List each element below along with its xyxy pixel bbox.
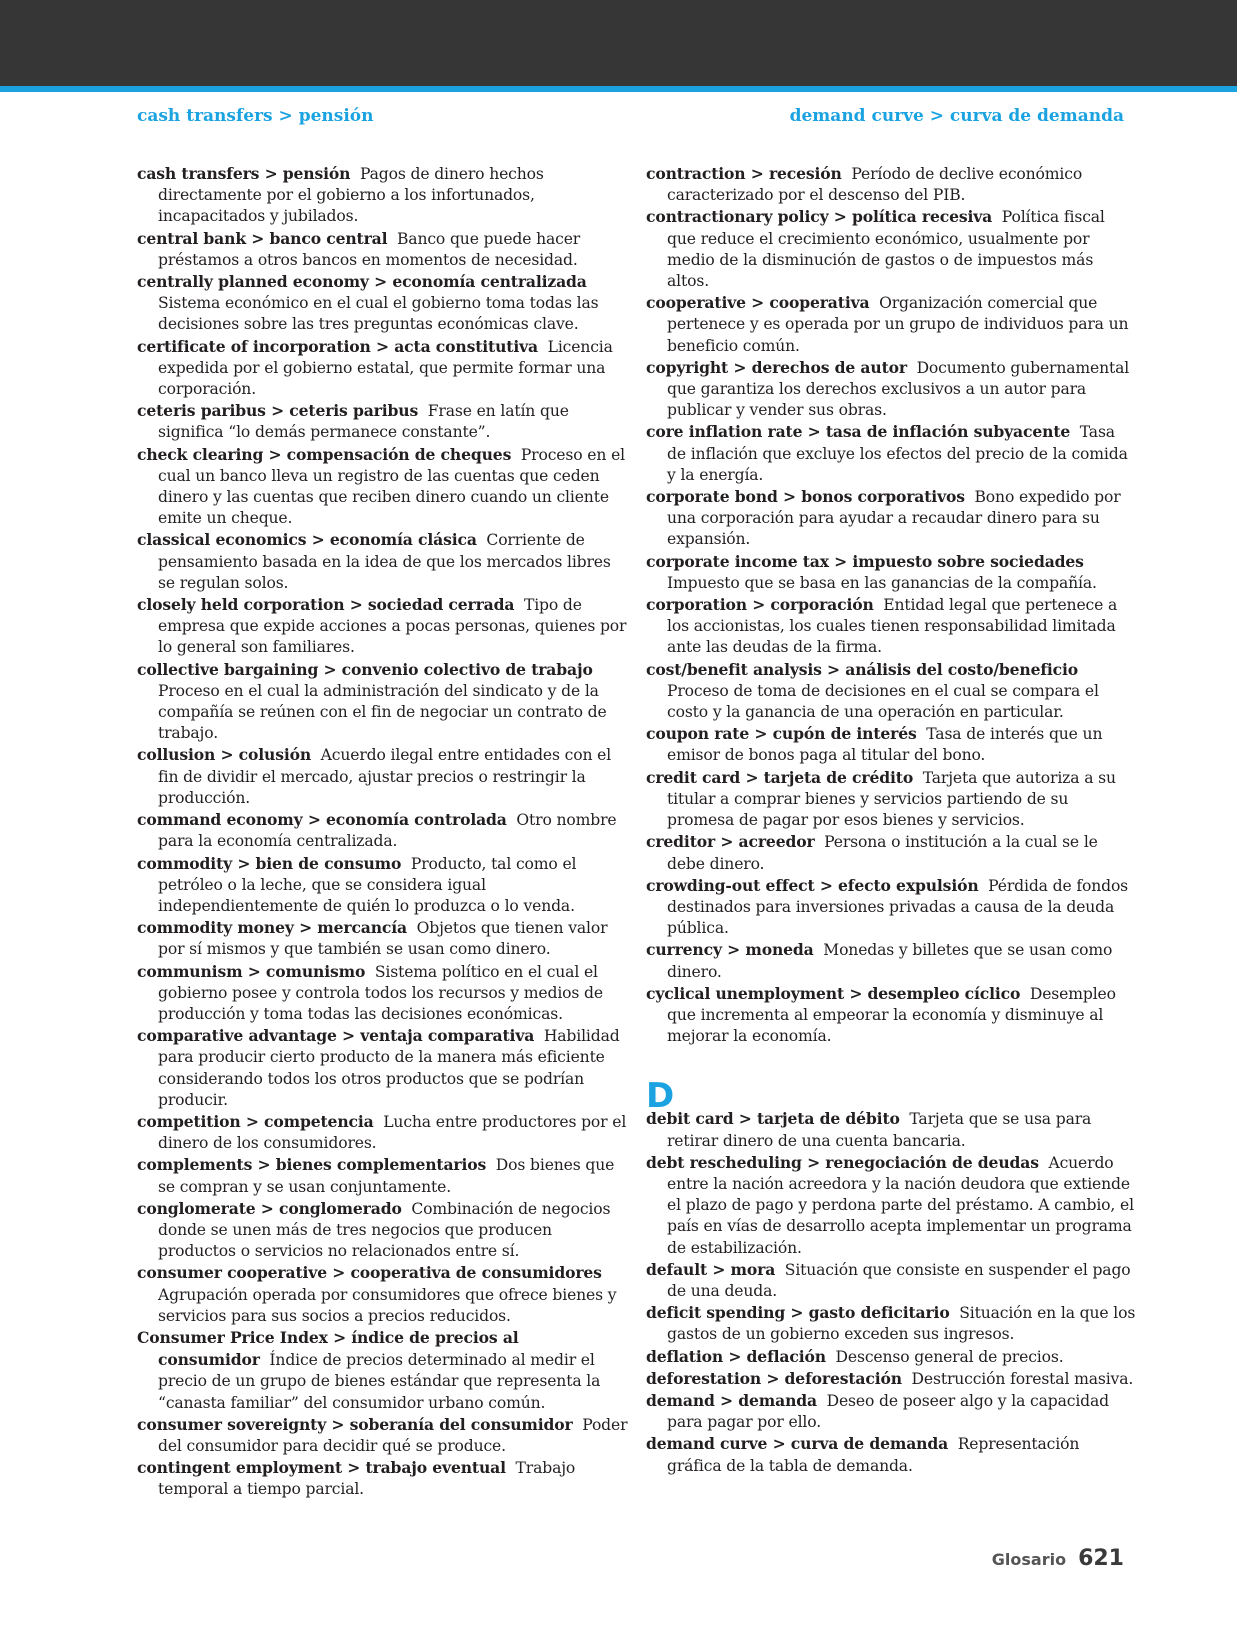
entry-term: contraction > recesión [646, 164, 842, 183]
entry-term: Consumer Price Index > índice de precios al consumidor [137, 1327, 519, 1370]
entry-term: commodity money > mercancía [137, 918, 408, 938]
entry-term: central bank > banco central [137, 228, 388, 248]
glossary-entry [137, 163, 629, 228]
entry-definition: Pérdida de fondos destinados para inversiones privadas a causa de la deuda pública. [667, 876, 1129, 938]
entry-term: debt rescheduling > renegociación de deudas [646, 1152, 1039, 1172]
entry-term: cash transfers > pensión [137, 164, 351, 183]
glossary-entry [137, 744, 629, 809]
glossary-entry [137, 917, 629, 960]
entry-definition: Corriente de pensamiento basada en la idea de que los mercados libres se regulan solos. [158, 531, 611, 592]
glossary-entry [137, 1025, 629, 1111]
entry-definition: Destrucción forestal masiva. [911, 1369, 1134, 1388]
entry-term: closely held corporation > sociedad cerrada [137, 595, 515, 615]
entry-definition: Otro nombre para la economía centralizada. [158, 811, 617, 851]
entry-term: deflation > deflación [646, 1346, 826, 1366]
entry-definition: Representación gráfica de la tabla de demanda. [667, 1435, 1080, 1475]
entry-term: corporation > corporación [646, 595, 874, 615]
entry-definition: Situación que consiste en suspender el pago de una deuda. [667, 1260, 1131, 1300]
glossary-entry [137, 1111, 629, 1154]
glossary-entry [646, 983, 1138, 1048]
entry-term: collusion > colusión [137, 745, 312, 765]
entry-definition: Banco que puede hacer préstamos a otros bancos en momentos de necesidad. [158, 229, 581, 269]
glossary-entry [137, 444, 629, 530]
entry-term: consumer cooperative > cooperativa de consumidores [137, 1263, 602, 1283]
entry-definition: Período de declive económico caracterizado por el descenso del PIB. [667, 165, 1083, 205]
entry-definition: Sistema político en el cual el gobierno posee y controla todos los recursos y medios de producción y toma todas las decisiones económicas. [158, 962, 603, 1023]
glossary-entry [137, 594, 629, 659]
entry-term: crowding-out effect > efecto expulsión [646, 875, 979, 895]
glossary-entry [646, 551, 1138, 594]
entry-term: communism > comunismo [137, 961, 366, 981]
glossary-entry [646, 831, 1138, 874]
glossary-entry [646, 1368, 1138, 1390]
glossary-entry [137, 228, 629, 271]
entry-definition: Habilidad para producir cierto producto de la manera más eficiente considerando todos los otros productos que se podrían producir. [158, 1027, 620, 1109]
entry-definition: Persona o institución a la cual se le debe dinero. [667, 833, 1098, 873]
entry-term: contractionary policy > política recesiva [646, 207, 993, 227]
glossary-entry [137, 400, 629, 443]
entry-term: debit card > tarjeta de débito [646, 1109, 900, 1129]
glossary-entry [646, 1302, 1138, 1345]
entry-term: coupon rate > cupón de interés [646, 724, 917, 744]
glossary-entry [646, 1108, 1138, 1151]
entry-term: currency > moneda [646, 940, 814, 960]
accent-rule [0, 86, 1237, 92]
entry-definition: Índice de precios determinado al medir el precio de un grupo de bienes estándar que representa la “canasta familiar” del consumidor urbano común. [158, 1351, 601, 1412]
glossary-entry [137, 809, 629, 852]
entry-definition: Descenso general de precios. [835, 1347, 1064, 1366]
glossary-entry [137, 1198, 629, 1263]
glossary-entry [646, 1259, 1138, 1302]
entry-term: creditor > acreedor [646, 832, 815, 852]
entry-term: check clearing > compensación de cheques [137, 444, 512, 464]
section-gap [646, 1047, 1138, 1078]
entry-definition: Licencia expedida por el gobierno estatal, que permite formar una corporación. [158, 337, 613, 399]
entry-definition: Tarjeta que autoriza a su titular a comprar bienes y servicios partiendo de su promesa de pagar por esos bienes y servicios. [667, 768, 1116, 830]
glossary-entry [137, 659, 629, 745]
glossary-entry [646, 206, 1138, 292]
entry-term: demand curve > curva de demanda [646, 1434, 949, 1454]
entry-definition: Proceso en el cual la administración del sindicato y de la compañía se reúnen con el fin de negociar un contrato de trabajo. [158, 681, 607, 743]
entry-term: classical economics > economía clásica [137, 530, 477, 550]
entry-definition: Impuesto que se basa en las ganancias de la compañía. [667, 573, 1097, 592]
entry-term: centrally planned economy > economía centralizada [137, 272, 587, 292]
glossary-entry [137, 1154, 629, 1197]
glossary-entry [646, 486, 1138, 551]
entry-term: core inflation rate > tasa de inflación subyacente [646, 422, 1071, 442]
entry-definition: Pagos de dinero hechos directamente por el gobierno a los infortunados, incapacitados y jubilados. [158, 165, 544, 226]
glossary-entry [646, 767, 1138, 832]
entry-definition: Sistema económico en el cual el gobierno toma todas las decisiones sobre las tres preguntas económicas clave. [158, 294, 599, 334]
glossary-entry [646, 1390, 1138, 1433]
entry-term: cost/benefit analysis > análisis del costo/beneficio [646, 659, 1079, 679]
glossary-column-right [646, 163, 1138, 1477]
entry-term: demand > demanda [646, 1390, 817, 1410]
glossary-entry [137, 271, 629, 336]
entry-definition: Tasa de inflación que excluye los efectos del precio de la comida y la energía. [667, 423, 1128, 484]
glossary-entry [646, 357, 1138, 422]
entry-definition: Documento gubernamental que garantiza los derechos exclusivos a un autor para publicar y vender sus obras. [667, 358, 1130, 420]
entry-definition: Lucha entre productores por el dinero de los consumidores. [158, 1112, 627, 1153]
section-letter-heading: D [646, 1076, 675, 1117]
glossary-entry [137, 1262, 629, 1327]
entry-definition: Situación en la que los gastos de un gobierno exceden sus ingresos. [667, 1304, 1136, 1344]
entry-term: consumer sovereignty > soberanía del consumidor [137, 1414, 573, 1434]
entry-definition: Organización comercial que pertenece y es operada por un grupo de individuos para un beneficio común. [667, 294, 1129, 355]
entry-term: collective bargaining > convenio colectivo de trabajo [137, 659, 593, 679]
entry-term: contingent employment > trabajo eventual [137, 1458, 506, 1478]
glossary-entry [137, 1414, 629, 1457]
glossary-entry [137, 853, 629, 918]
entry-term: command economy > economía controlada [137, 810, 507, 830]
entry-term: corporate income tax > impuesto sobre sociedades [646, 551, 1084, 571]
running-head-left: cash transfers > pensión [137, 106, 374, 126]
running-head-right: demand curve > curva de demanda [789, 106, 1124, 126]
entry-definition: Entidad legal que pertenece a los accionistas, los cuales tienen responsabilidad limitada ante las deudas de la firma. [667, 596, 1118, 657]
entry-term: conglomerate > conglomerado [137, 1198, 402, 1218]
entry-definition: Trabajo temporal a tiempo parcial. [158, 1459, 576, 1499]
entry-term: certificate of incorporation > acta constitutiva [137, 336, 538, 356]
entry-term: ceteris paribus > ceteris paribus [137, 401, 419, 421]
glossary-entry [646, 939, 1138, 982]
entry-definition: Tarjeta que se usa para retirar dinero de una cuenta bancaria. [667, 1110, 1092, 1150]
entry-term: deficit spending > gasto deficitario [646, 1303, 950, 1323]
entry-definition: Poder del consumidor para decidir qué se produce. [158, 1415, 628, 1455]
entry-definition: Proceso de toma de decisiones en el cual se compara el costo y la ganancia de una operación en particular. [667, 681, 1099, 722]
entry-definition: Acuerdo entre la nación acreedora y la nación deudora que extiende el plazo de pago y perdona parte del préstamo. A cambio, el país en vías de desarrollo acepta implementar un programa de estabilización. [667, 1153, 1134, 1257]
entry-definition: Tipo de empresa que expide acciones a pocas personas, quienes por lo general son familiares. [158, 596, 627, 657]
glossary-entry [646, 723, 1138, 766]
entry-term: complements > bienes complementarios [137, 1155, 487, 1175]
entry-definition: Monedas y billetes que se usan como dinero. [667, 941, 1113, 981]
entry-definition: Desempleo que incrementa al empeorar la economía y disminuye al mejorar la economía. [667, 984, 1116, 1046]
entry-definition: Acuerdo ilegal entre entidades con el fin de dividir el mercado, ajustar precios o restringir la producción. [158, 746, 612, 807]
entry-term: default > mora [646, 1259, 776, 1279]
page-footer [992, 1546, 1124, 1571]
entry-term: cooperative > cooperativa [646, 293, 870, 313]
entry-term: corporate bond > bonos corporativos [646, 487, 965, 507]
entry-term: deforestation > deforestación [646, 1368, 902, 1388]
entry-definition: Agrupación operada por consumidores que ofrece bienes y servicios para sus socios a precios reducidos. [158, 1285, 617, 1325]
entry-definition: Proceso en el cual un banco lleva un registro de las cuentas que ceden dinero y las cuentas que reciben dinero cuando un cliente emite un cheque. [158, 445, 625, 528]
entry-term: copyright > derechos de autor [646, 357, 907, 377]
entry-definition: Combinación de negocios donde se unen más de tres negocios que producen productos o servicios no relacionados entre sí. [158, 1199, 611, 1261]
glossary-entry [137, 1457, 629, 1500]
glossary-entry [137, 529, 629, 594]
entry-definition: Bono expedido por una corporación para ayudar a recaudar dinero para su expansión. [667, 488, 1121, 549]
footer-section-label: Glosario [991, 1550, 1067, 1569]
entry-definition: Tasa de interés que un emisor de bonos paga al titular del bono. [667, 725, 1103, 765]
glossary-entry [137, 961, 629, 1026]
entry-term: comparative advantage > ventaja comparativa [137, 1026, 535, 1046]
page-number: 621 [1078, 1546, 1124, 1571]
glossary-entry [646, 659, 1138, 724]
glossary-entry [646, 292, 1138, 357]
glossary-entry [646, 421, 1138, 486]
entry-definition: Producto, tal como el petróleo o la leche, que se considera igual independientemente de quién lo produzca o lo venda. [158, 854, 577, 915]
entry-definition: Política fiscal que reduce el crecimiento económico, usualmente por medio de la disminución de gastos o de impuestos más altos. [667, 208, 1105, 291]
glossary-entry [646, 594, 1138, 659]
entry-definition: Objetos que tienen valor por sí mismos y que también se usan como dinero. [158, 919, 608, 959]
glossary-entry [646, 1433, 1138, 1476]
glossary-entry [646, 163, 1138, 206]
entry-term: competition > competencia [137, 1111, 374, 1131]
glossary-entry [137, 1327, 629, 1414]
entry-definition: Dos bienes que se compran y se usan conjuntamente. [158, 1156, 615, 1196]
glossary-entry [137, 336, 629, 401]
glossary-entry [646, 1346, 1138, 1368]
glossary-entry [646, 1152, 1138, 1259]
entry-term: commodity > bien de consumo [137, 853, 402, 873]
entry-definition: Frase en latín que significa “lo demás permanece constante”. [158, 402, 569, 442]
entry-definition: Deseo de poseer algo y la capacidad para pagar por ello. [667, 1391, 1109, 1432]
entry-term: credit card > tarjeta de crédito [646, 767, 914, 787]
glossary-entry [646, 875, 1138, 940]
top-banner [0, 0, 1237, 86]
entry-term: cyclical unemployment > desempleo cíclico [646, 983, 1021, 1003]
glossary-column-left [137, 163, 629, 1501]
